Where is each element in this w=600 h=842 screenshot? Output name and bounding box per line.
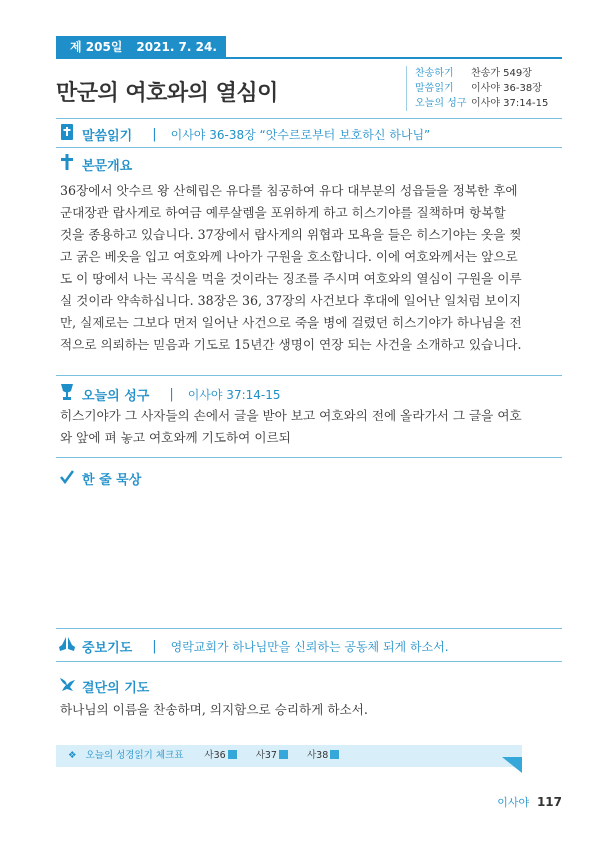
footer-book: 이사야 (497, 796, 530, 809)
bible-icon (58, 124, 76, 144)
cross-icon (58, 154, 76, 174)
date-label: 2021. 7. 24. 토 (70, 40, 217, 76)
verse-ref: 이사야 37:14-15 (187, 387, 281, 402)
intercession-heading (58, 636, 449, 656)
divider (56, 457, 562, 458)
divider (56, 661, 562, 662)
overview-line: 적으로 의뢰하는 믿음과 기도로 15년간 생명이 연장 되는 사건을 소개하고 있습니다. (60, 337, 522, 352)
intercession-label: 중보기도 (82, 640, 133, 656)
overview-line: 군대장관 랍사게로 하여금 예루살렘을 포위하게 하고 히스기야를 질책하며 항복할 (60, 205, 506, 220)
info-key: 말씀읽기 (415, 83, 454, 94)
decision-text: 하나님의 이름을 찬송하며, 의지함으로 승리하게 하소서. (60, 702, 368, 717)
verse-heading (58, 384, 281, 404)
divider (56, 375, 562, 376)
page-title: 만군의 여호와의 열심이 (56, 81, 278, 106)
diamond-icon: ❖ (68, 750, 77, 761)
checklist-item[interactable] (307, 745, 339, 767)
chalice-icon (58, 384, 76, 404)
praying-hands-icon (58, 636, 76, 656)
verse-line: 히스기야가 그 사자들의 손에서 글을 받아 보고 여호와의 전에 올라가서 그 글을 여호 (60, 408, 522, 423)
info-key: 오늘의 성구 (415, 98, 467, 109)
info-value: 이사야 37:14-15 (471, 98, 549, 109)
checklist-item[interactable] (204, 745, 236, 767)
info-row-hymn (415, 66, 575, 81)
divider (56, 628, 562, 629)
verse-line: 와 앞에 펴 놓고 여호와께 기도하여 이르되 (60, 430, 291, 445)
overview-heading (58, 154, 132, 174)
info-value: 찬송가 549장 (471, 68, 532, 79)
header-rule (56, 57, 562, 59)
verse-label: 오늘의 성구 (82, 388, 150, 404)
reading-label: 말씀읽기 (82, 128, 133, 144)
page-number: 117 (536, 795, 562, 809)
reading-checklist (56, 745, 522, 767)
meditation-writing-area[interactable] (60, 492, 560, 622)
separator: | (169, 386, 174, 402)
page-footer (497, 794, 562, 810)
divider (56, 147, 562, 148)
info-key: 찬송하기 (415, 68, 454, 79)
info-row-verse (415, 96, 575, 111)
dove-icon (58, 676, 76, 696)
overview-line: 도 이 땅에서 나는 곡식을 먹을 것이라는 징조를 주시며 여호와의 열심이 구원을 이루 (60, 271, 522, 286)
checkbox[interactable] (279, 750, 288, 759)
meditation-heading (58, 469, 141, 488)
reading-ref: 이사야 36-38장 “앗수르로부터 보호하신 하나님” (170, 127, 431, 142)
day-label: 제 205일 (70, 40, 123, 54)
divider (56, 118, 562, 119)
decision-heading (58, 676, 149, 696)
checklist-item-label: 사36 (204, 750, 226, 761)
separator: | (152, 126, 157, 142)
overview-label: 본문개요 (82, 158, 133, 174)
meditation-label: 한 줄 묵상 (82, 473, 142, 488)
overview-line: 36장에서 앗수르 왕 산헤립은 유다를 침공하여 유다 대부분의 성읍들을 정복한 후에 (60, 183, 518, 198)
overview-line: 고 굵은 베옷을 입고 여호와께 나아가 구원을 호소합니다. 이에 여호와께서는 앞으로 (60, 249, 518, 264)
reading-heading (58, 124, 430, 144)
info-row-reading (415, 81, 575, 96)
verse-body (60, 405, 562, 449)
decision-label: 결단의 기도 (82, 680, 150, 696)
overview-body (60, 180, 562, 356)
checklist-item-label: 사38 (307, 750, 329, 761)
info-value: 이사야 36-38장 (471, 83, 542, 94)
intercession-text: 영락교회가 하나님만을 신뢰하는 공동체 되게 하소서. (170, 639, 449, 654)
checklist-item-label: 사37 (255, 750, 277, 761)
overview-line: 것을 종용하고 있습니다. 37장에서 랍사게의 위협과 모욕을 들은 히스기야는 옷을 찢 (60, 227, 522, 242)
info-box (406, 66, 575, 111)
overview-line: 만, 실제로는 그보다 먼저 일어난 사건으로 죽을 병에 걸렸던 히스기야가 하나님을 전 (60, 315, 522, 330)
checkbox[interactable] (228, 750, 237, 759)
separator: | (152, 638, 157, 654)
checklist-item[interactable] (256, 745, 288, 767)
day-date-tag (56, 36, 226, 76)
check-icon (58, 470, 76, 488)
corner-triangle (502, 757, 522, 773)
checklist-label: 오늘의 성경읽기 체크표 (85, 750, 184, 761)
overview-line: 실 것이라 약속하십니다. 38장은 36, 37장의 사건보다 후대에 일어난 일처럼 보이지 (60, 293, 522, 308)
checkbox[interactable] (330, 750, 339, 759)
